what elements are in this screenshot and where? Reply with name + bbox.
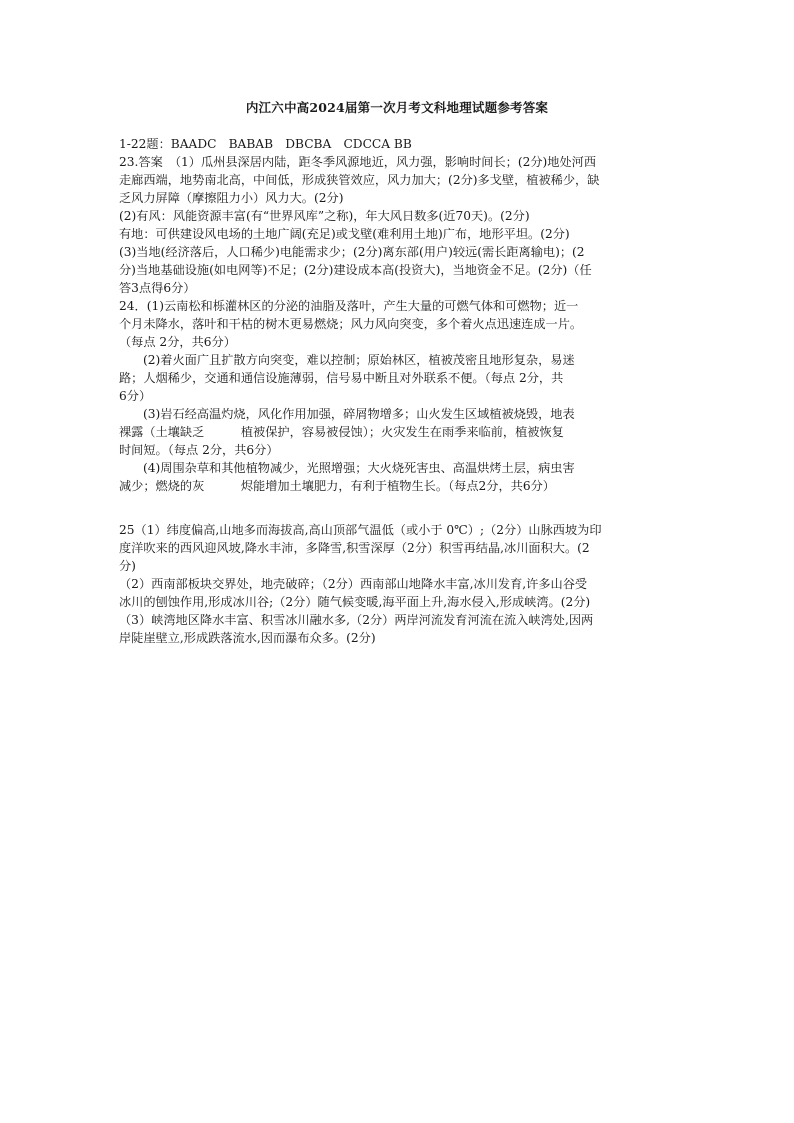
answer-line: 25（1）纬度偏高,山地多而海拔高,高山顶部气温低（或小于 0℃）;（2分）山脉西坡为印 (119, 523, 602, 537)
answer-line: （每点 2分，共6分） (119, 335, 236, 349)
answer-line: 6分） (119, 389, 152, 403)
answer-line: 度洋吹来的西风迎风坡,降水丰沛，多降雪,积雪深厚（2分）积雪再结晶,冰川面积大。(2 (119, 541, 590, 555)
answer-line: 分)当地基础设施(如电网等)不足；(2分)建设成本高(投资大)，当地资金不足。(2分)（任 (119, 263, 592, 277)
answer-line: 有地：可供建设风电场的土地广阔(充足)或戈壁(难利用土地)广布，地形平坦。(2分) (119, 227, 570, 241)
answer-line: 冰川的刨蚀作用,形成冰川谷;（2分）随气候变暖,海平面上升,海水侵入,形成峡湾。(2分) (119, 595, 591, 609)
answer-line: 减少；燃烧的灰 烬能增加土壤肥力，有利于植物生长。（每点2分，共6分） (119, 479, 555, 493)
answer-line: 个月未降水，落叶和干枯的树木更易燃烧；风力风向突变，多个着火点迅速连成一片。 (119, 317, 583, 331)
mc-answers: 1-22题：BAADC BABAB DBCBA CDCCA BB (119, 137, 412, 151)
answer-line: 走廊西端，地势南北高，中间低，形成狭管效应，风力加大；(2分)多戈壁，植被稀少，缺 (119, 173, 600, 187)
answer-line: 时间短。（每点 2分，共6分） (119, 443, 279, 457)
answer-line: 岸陡崖壁立,形成跌落流水,因而瀑布众多。(2分) (119, 631, 376, 645)
answer-line: (4)周围杂草和其他植物减少，光照增强；大火烧死害虫、高温烘烤土层，病虫害 (143, 461, 575, 475)
answer-line: 路；人烟稀少，交通和通信设施薄弱，信号易中断且对外联系不便。（每点 2分，共 (119, 371, 564, 385)
answer-line: 裸露（土壤缺乏 植被保护，容易被侵蚀）；火灾发生在雨季来临前，植被恢复 (119, 425, 564, 439)
answer-line: (3)岩石经高温灼烧，风化作用加强，碎屑物增多；山火发生区域植被烧毁，地表 (143, 407, 575, 421)
answer-line: 分) (119, 559, 136, 573)
answer-line: 乏风力屏障（摩擦阻力小）风力大。(2分) (119, 191, 344, 205)
answer-line: (2)有风：风能资源丰富(有“世界风库”之称)，年大风日数多(近70天)。(2分) (119, 209, 530, 223)
answer-line: (2)着火面广且扩散方向突变，难以控制；原始林区，植被茂密且地形复杂，易迷 (143, 353, 575, 367)
answer-line: 23.答案 （1）瓜州县深居内陆，距冬季风源地近，风力强，影响时间长；(2分)地处河西 (119, 155, 597, 169)
answer-line: （2）西南部板块交界处，地壳破碎；（2分）西南部山地降水丰富,冰川发育,许多山谷受 (119, 577, 588, 591)
answer-line: （3）峡湾地区降水丰富、积雪冰川融水多,（2分）两岸河流发育河流在流入峡湾处,因两 (119, 613, 594, 627)
document-title: 内江六中高2024届第一次月考文科地理试题参考答案 (245, 100, 549, 115)
answer-line: 24．(1)云南松和栎灌林区的分泌的油脂及落叶，产生大量的可燃气体和可燃物；近一 (119, 299, 579, 313)
answer-line: 答3点得6分） (119, 281, 196, 295)
answer-line: (3)当地(经济落后，人口稀少)电能需求少；(2分)离东部(用户)较远(需长距离输电)；(2 (119, 245, 585, 259)
